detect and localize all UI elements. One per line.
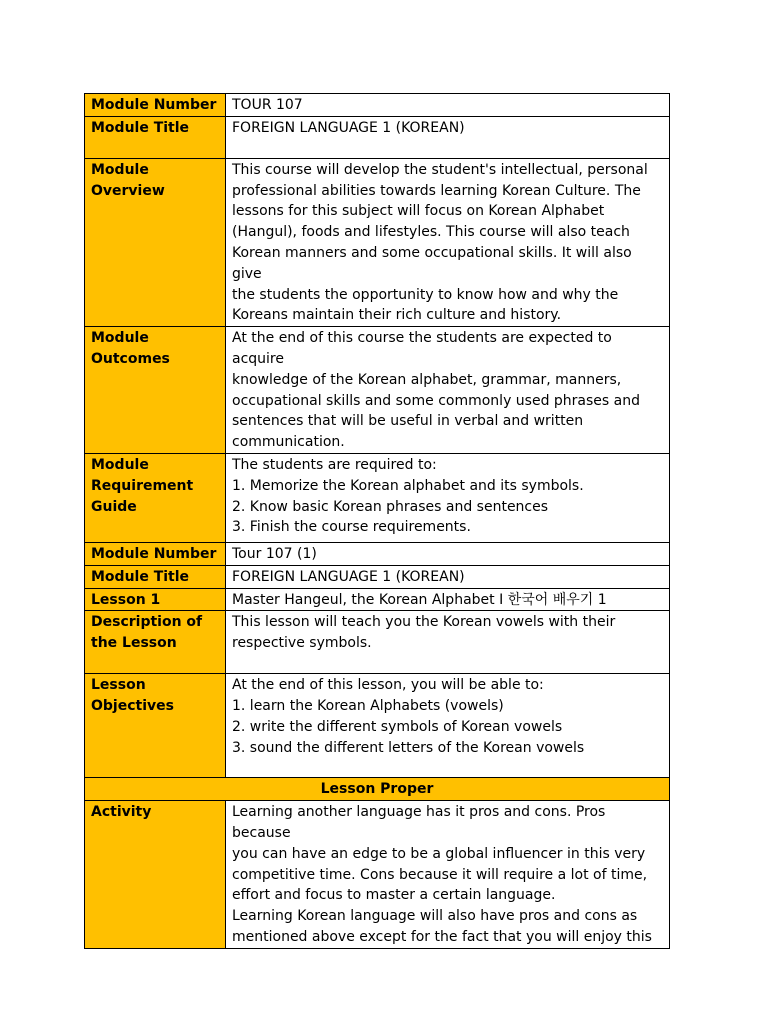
text-line: At the end of this course the students are expected to acquire (232, 330, 612, 367)
table-row (85, 94, 670, 117)
table-row (85, 543, 670, 566)
text-line: knowledge of the Korean alphabet, grammar, manners, (232, 371, 622, 388)
module-title-value: FOREIGN LANGUAGE 1 (KOREAN) (226, 116, 670, 158)
label-line: Module (91, 456, 149, 473)
module-outcomes-label (85, 327, 226, 454)
table-row (85, 801, 670, 949)
text-line: 2. write the different symbols of Korean vowels (232, 718, 563, 735)
lesson-info-table (84, 542, 670, 949)
text-line: the students the opportunity to know how and why the (232, 286, 619, 303)
lesson-proper-heading: Lesson Proper (85, 778, 670, 801)
table-row (85, 674, 670, 778)
text-line: competitive time. Cons because it will require a lot of time, (232, 866, 648, 883)
text-line: The students are required to: (232, 456, 437, 473)
lesson-objectives-text (226, 674, 670, 778)
label-line: Outcomes (91, 350, 170, 367)
label-line: Lesson (91, 677, 146, 694)
table-row (85, 778, 670, 801)
table-row (85, 611, 670, 674)
text-line: respective symbols. (232, 635, 372, 652)
text-line: 2. Know basic Korean phrases and sentences (232, 498, 549, 515)
text-line: professional abilities towards learning Korean Culture. The (232, 182, 641, 199)
module-title-value: FOREIGN LANGUAGE 1 (KOREAN) (226, 565, 670, 588)
text-line: occupational skills and some commonly used phrases and (232, 392, 641, 409)
lesson-objectives-label (85, 674, 226, 778)
module-info-table (84, 93, 670, 558)
text-line: (Hangul), foods and lifestyles. This course will also teach (232, 224, 630, 241)
label-line: Requirement (91, 477, 194, 494)
module-number-label: Module Number (85, 543, 226, 566)
label-line: Objectives (91, 698, 174, 715)
text-line: This lesson will teach you the Korean vowels with their (232, 614, 616, 631)
table-row (85, 158, 670, 326)
text-line: 1. learn the Korean Alphabets (vowels) (232, 698, 504, 715)
text-line: you can have an edge to be a global influencer in this very (232, 845, 646, 862)
text-line: This course will develop the student's intellectual, personal (232, 161, 648, 178)
text-line: 1. Memorize the Korean alphabet and its symbols. (232, 477, 584, 494)
label-line: Module (91, 330, 149, 347)
text-line: Koreans maintain their rich culture and history. (232, 307, 562, 324)
text-line: 3. Finish the course requirements. (232, 519, 471, 536)
module-outcomes-text (226, 327, 670, 454)
module-title-label: Module Title (85, 565, 226, 588)
text-line: communication. (232, 434, 345, 451)
text-line: Learning another language has it pros and cons. Pros because (232, 804, 606, 841)
text-line: Learning Korean language will also have pros and cons as (232, 908, 638, 925)
lesson-description-label (85, 611, 226, 674)
module-overview-label: Module Overview (85, 158, 226, 326)
module-title-label: Module Title (85, 116, 226, 158)
label-line: Guide (91, 498, 137, 515)
text-line: 3. sound the different letters of the Korean vowels (232, 739, 585, 756)
text-line: sentences that will be useful in verbal and written (232, 413, 584, 430)
module-number-label: Module Number (85, 94, 226, 117)
module-number-value: TOUR 107 (226, 94, 670, 117)
label-line: Description of (91, 614, 203, 631)
text-line: Korean manners and some occupational skills. It will also give (232, 244, 632, 282)
module-number-value: Tour 107 (1) (226, 543, 670, 566)
text-line: effort and focus to master a certain language. (232, 887, 556, 904)
text-line: At the end of this lesson, you will be able to: (232, 677, 544, 694)
table-row (85, 588, 670, 611)
activity-text (226, 801, 670, 949)
lesson-label: Lesson 1 (85, 588, 226, 611)
table-row (85, 565, 670, 588)
table-row (85, 327, 670, 454)
table-row (85, 116, 670, 158)
activity-label: Activity (85, 801, 226, 949)
text-line: lessons for this subject will focus on Korean Alphabet (232, 203, 605, 220)
module-overview-text (226, 158, 670, 326)
lesson-value: Master Hangeul, the Korean Alphabet I 한국어 배우기 1 (226, 588, 670, 611)
text-line: mentioned above except for the fact that you will enjoy this (232, 928, 652, 945)
label-line: the Lesson (91, 635, 177, 652)
lesson-description-text (226, 611, 670, 674)
